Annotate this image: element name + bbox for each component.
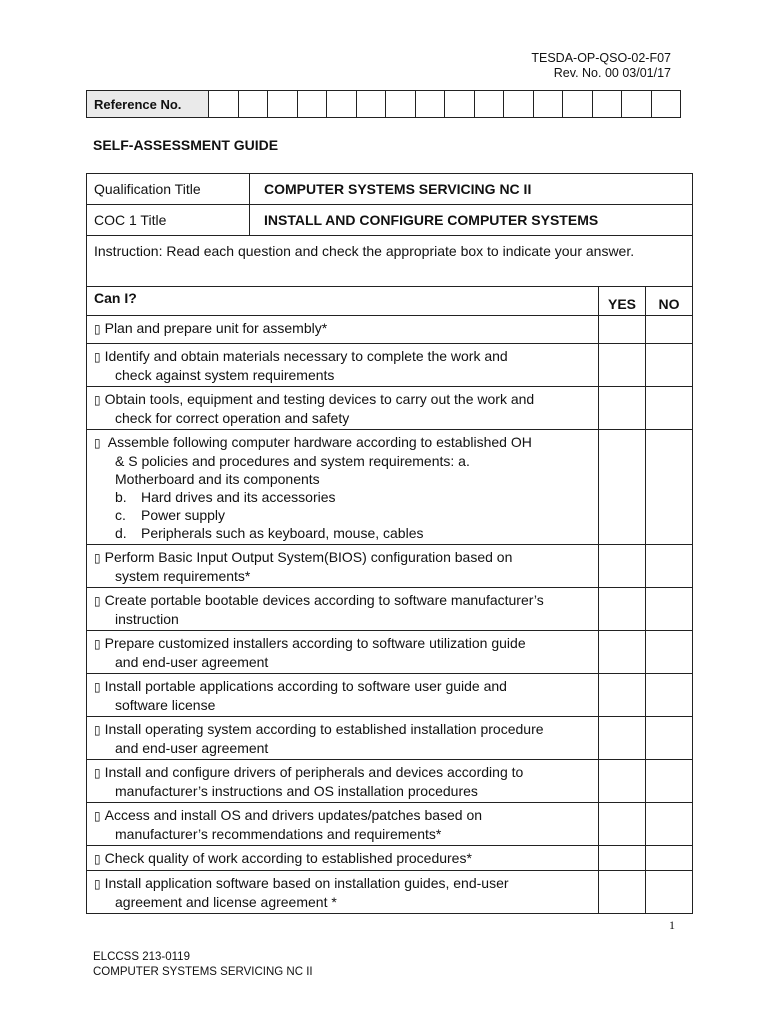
checkbox-bullet-icon: ▯ bbox=[94, 393, 101, 407]
question-text-continued: & S policies and procedures and system requirements: a. bbox=[115, 453, 470, 469]
assessment-row bbox=[87, 387, 693, 430]
reference-digit-box[interactable] bbox=[563, 91, 593, 118]
assessment-question bbox=[87, 760, 599, 803]
reference-digit-box[interactable] bbox=[238, 91, 268, 118]
assessment-row bbox=[87, 871, 693, 914]
question-text-continued: instruction bbox=[115, 611, 179, 627]
assessment-row bbox=[87, 717, 693, 760]
assessment-row bbox=[87, 545, 693, 588]
question-text: Prepare customized installers according to software utilization guide bbox=[104, 635, 526, 651]
checkbox-bullet-icon: ▯ bbox=[94, 877, 101, 891]
no-checkbox-cell[interactable] bbox=[646, 803, 693, 846]
reference-digit-box[interactable] bbox=[268, 91, 298, 118]
sub-item bbox=[94, 506, 594, 524]
assessment-question bbox=[87, 588, 599, 631]
reference-digit-box[interactable] bbox=[474, 91, 504, 118]
sub-item-text: Power supply bbox=[141, 507, 226, 523]
reference-digit-box[interactable] bbox=[327, 91, 357, 118]
reference-label: Reference No. bbox=[87, 91, 209, 118]
question-text-continued: software license bbox=[115, 697, 216, 713]
question-text-continued: and end-user agreement bbox=[115, 654, 269, 670]
coc-value: INSTALL AND CONFIGURE COMPUTER SYSTEMS bbox=[250, 205, 693, 236]
assessment-question bbox=[87, 316, 599, 344]
reference-digit-box[interactable] bbox=[445, 91, 475, 118]
question-text: Install application software based on installation guides, end-user bbox=[104, 875, 509, 891]
checkbox-bullet-icon: ▯ bbox=[94, 809, 101, 823]
no-checkbox-cell[interactable] bbox=[646, 631, 693, 674]
sub-item-letter: d. bbox=[115, 525, 127, 541]
checkbox-bullet-icon: ▯ bbox=[94, 680, 101, 694]
reference-digit-box[interactable] bbox=[415, 91, 445, 118]
checkbox-bullet-icon: ▯ bbox=[94, 594, 101, 608]
reference-number-table bbox=[86, 90, 681, 118]
question-text: Create portable bootable devices according to software manufacturer’s bbox=[104, 592, 544, 608]
yes-checkbox-cell[interactable] bbox=[599, 871, 646, 914]
question-text: Install and configure drivers of peripherals and devices according to bbox=[104, 764, 524, 780]
checkbox-bullet-icon: ▯ bbox=[94, 322, 101, 336]
question-text: Assemble following computer hardware according to established OH bbox=[104, 434, 532, 450]
question-text-continued: system requirements* bbox=[115, 568, 251, 584]
yes-checkbox-cell[interactable] bbox=[599, 545, 646, 588]
question-text-continued: agreement and license agreement * bbox=[115, 894, 337, 910]
no-checkbox-cell[interactable] bbox=[646, 760, 693, 803]
reference-digit-box[interactable] bbox=[592, 91, 622, 118]
reference-digit-box[interactable] bbox=[356, 91, 386, 118]
assessment-question bbox=[87, 387, 599, 430]
yes-header: YES bbox=[599, 287, 646, 316]
assessment-row bbox=[87, 631, 693, 674]
question-text-continued: check for correct operation and safety bbox=[115, 410, 350, 426]
footer-code: ELCCSS 213-0119 bbox=[93, 951, 190, 963]
assessment-question bbox=[87, 871, 599, 914]
no-checkbox-cell[interactable] bbox=[646, 545, 693, 588]
no-header: NO bbox=[646, 287, 693, 316]
qualification-label: Qualification Title bbox=[87, 174, 250, 205]
assessment-question bbox=[87, 717, 599, 760]
no-checkbox-cell[interactable] bbox=[646, 316, 693, 344]
coc-label: COC 1 Title bbox=[87, 205, 250, 236]
question-text: Identify and obtain materials necessary to complete the work and bbox=[104, 348, 508, 364]
no-checkbox-cell[interactable] bbox=[646, 430, 693, 545]
page-footer bbox=[93, 950, 313, 980]
question-text: Access and install OS and drivers updates/patches based on bbox=[104, 807, 483, 823]
sub-item-text: Peripherals such as keyboard, mouse, cables bbox=[141, 525, 424, 541]
yes-checkbox-cell[interactable] bbox=[599, 760, 646, 803]
checkbox-bullet-icon: ▯ bbox=[94, 350, 101, 364]
assessment-row bbox=[87, 674, 693, 717]
assessment-question bbox=[87, 803, 599, 846]
assessment-question bbox=[87, 846, 599, 871]
qualification-row bbox=[87, 174, 693, 205]
no-checkbox-cell[interactable] bbox=[646, 674, 693, 717]
checkbox-bullet-icon: ▯ bbox=[94, 551, 101, 565]
reference-digit-box[interactable] bbox=[297, 91, 327, 118]
question-text: Check quality of work according to established procedures* bbox=[104, 850, 472, 866]
assessment-question bbox=[87, 631, 599, 674]
assessment-row bbox=[87, 803, 693, 846]
revision-number: Rev. No. 00 03/01/17 bbox=[553, 66, 671, 80]
sub-item-text: Hard drives and its accessories bbox=[141, 489, 336, 505]
assessment-question bbox=[87, 674, 599, 717]
assessment-row bbox=[87, 316, 693, 344]
yes-checkbox-cell[interactable] bbox=[599, 717, 646, 760]
assessment-question bbox=[87, 344, 599, 387]
coc-row bbox=[87, 205, 693, 236]
checkbox-bullet-icon: ▯ bbox=[94, 637, 101, 651]
reference-digit-box[interactable] bbox=[504, 91, 534, 118]
no-checkbox-cell[interactable] bbox=[646, 387, 693, 430]
assessment-row bbox=[87, 430, 693, 545]
checkbox-bullet-icon: ▯ bbox=[94, 436, 101, 450]
question-text-continued: manufacturer’s recommendations and requirements* bbox=[115, 826, 442, 842]
question-text: Obtain tools, equipment and testing devices to carry out the work and bbox=[104, 391, 535, 407]
assessment-row bbox=[87, 846, 693, 871]
checkbox-bullet-icon: ▯ bbox=[94, 852, 101, 866]
footer-title: COMPUTER SYSTEMS SERVICING NC II bbox=[93, 966, 313, 978]
yes-checkbox-cell[interactable] bbox=[599, 631, 646, 674]
reference-digit-box[interactable] bbox=[209, 91, 239, 118]
yes-checkbox-cell[interactable] bbox=[599, 803, 646, 846]
reference-digit-box[interactable] bbox=[386, 91, 416, 118]
reference-digit-box[interactable] bbox=[651, 91, 681, 118]
checkbox-bullet-icon: ▯ bbox=[94, 723, 101, 737]
form-header bbox=[531, 51, 671, 81]
assessment-question bbox=[87, 545, 599, 588]
reference-digit-box[interactable] bbox=[622, 91, 652, 118]
question-text: Install portable applications according to software user guide and bbox=[104, 678, 507, 694]
document-title: SELF-ASSESSMENT GUIDE bbox=[93, 137, 279, 153]
sub-item-letter: c. bbox=[115, 507, 126, 523]
no-checkbox-cell[interactable] bbox=[646, 588, 693, 631]
self-assessment-table bbox=[86, 173, 693, 914]
column-header-row bbox=[87, 287, 693, 316]
yes-checkbox-cell[interactable] bbox=[599, 387, 646, 430]
assessment-row bbox=[87, 760, 693, 803]
checkbox-bullet-icon: ▯ bbox=[94, 766, 101, 780]
qualification-value: COMPUTER SYSTEMS SERVICING NC II bbox=[250, 174, 693, 205]
yes-checkbox-cell[interactable] bbox=[599, 588, 646, 631]
instruction-text: Instruction: Read each question and check the appropriate box to indicate your answer. bbox=[87, 236, 693, 287]
no-checkbox-cell[interactable] bbox=[646, 717, 693, 760]
yes-checkbox-cell[interactable] bbox=[599, 674, 646, 717]
page-number: 1 bbox=[669, 918, 675, 932]
no-checkbox-cell[interactable] bbox=[646, 871, 693, 914]
question-text-continued: check against system requirements bbox=[115, 367, 335, 383]
assessment-row bbox=[87, 344, 693, 387]
yes-checkbox-cell[interactable] bbox=[599, 846, 646, 871]
sub-item bbox=[94, 524, 594, 542]
question-text-continued: and end-user agreement bbox=[115, 740, 269, 756]
no-checkbox-cell[interactable] bbox=[646, 846, 693, 871]
question-text: Install operating system according to established installation procedure bbox=[104, 721, 544, 737]
no-checkbox-cell[interactable] bbox=[646, 344, 693, 387]
yes-checkbox-cell[interactable] bbox=[599, 344, 646, 387]
instruction-row bbox=[87, 236, 693, 287]
sub-item-motherboard: Motherboard and its components bbox=[115, 471, 320, 487]
question-text-continued: manufacturer’s instructions and OS installation procedures bbox=[115, 783, 478, 799]
reference-digit-box[interactable] bbox=[533, 91, 563, 118]
can-i-header: Can I? bbox=[87, 287, 599, 316]
assessment-row bbox=[87, 588, 693, 631]
form-code: TESDA-OP-QSO-02-F07 bbox=[531, 51, 671, 65]
sub-item-letter: b. bbox=[115, 489, 127, 505]
yes-checkbox-cell[interactable] bbox=[599, 430, 646, 545]
sub-item bbox=[94, 488, 594, 506]
question-text: Perform Basic Input Output System(BIOS) configuration based on bbox=[104, 549, 513, 565]
question-text: Plan and prepare unit for assembly* bbox=[104, 320, 328, 336]
assessment-question bbox=[87, 430, 599, 545]
yes-checkbox-cell[interactable] bbox=[599, 316, 646, 344]
